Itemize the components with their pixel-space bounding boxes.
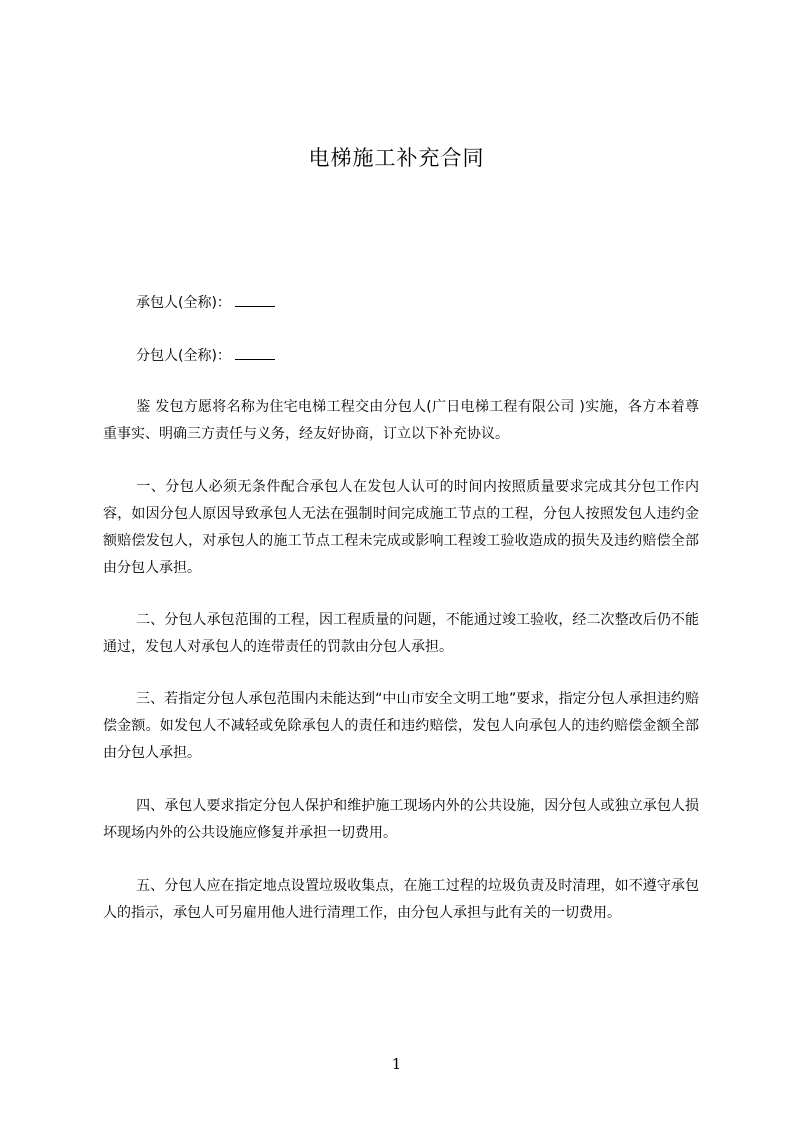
subcontractor-blank bbox=[235, 347, 275, 360]
clause-paragraph bbox=[103, 607, 699, 661]
contractor-label: 承包人(全称)： bbox=[136, 295, 231, 311]
clause-text: 五、分包人应在指定地点设置垃圾收集点，在施工过程的垃圾负责及时清理，如不遵守承包人的指示，承包人可另雇用他人进行清理工作，由分包人承担与此有关的一切费用。 bbox=[103, 878, 699, 921]
clause-text: 三、若指定分包人承包范围内未能达到“中山市安全文明工地”要求，指定分包人承担违约赔偿金额。如发包人不减轻或免除承包人的责任和违约赔偿，发包人向承包人的违约赔偿金额全部由分包人承担。 bbox=[103, 691, 699, 761]
clause-paragraph bbox=[103, 686, 699, 767]
preamble-text: 鉴 发包方愿将名称为住宅电梯工程交由分包人(广日电梯工程有限公司 )实施，各方本着尊重事实、明确三方责任与义务，经友好协商，订立以下补充协议。 bbox=[103, 399, 699, 442]
clause-text: 一、分包人必须无条件配合承包人在发包人认可的时间内按照质量要求完成其分包工作内容，如因分包人原因导致承包人无法在强制时间完成施工节点的工程，分包人按照发包人违约金额赔偿发包人，对承包人的施工节点工程未完成或影响工程竣工验收造成的损失及违约赔偿全部由分包人承担。 bbox=[103, 479, 699, 576]
clause-text: 四、承包人要求指定分包人保护和维护施工现场内外的公共设施，因分包人或独立承包人损坏现场内外的公共设施应修复并承担一切费用。 bbox=[103, 798, 699, 841]
contractor-line bbox=[136, 292, 275, 312]
document-title: 电梯施工补充合同 bbox=[308, 146, 485, 170]
clause-text: 二、分包人承包范围的工程，因工程质量的问题，不能通过竣工验收，经二次整改后仍不能通过，发包人对承包人的连带责任的罚款由分包人承担。 bbox=[103, 612, 699, 655]
clause-paragraph bbox=[103, 873, 699, 927]
preamble-paragraph bbox=[103, 394, 699, 448]
page-number: 1 bbox=[391, 1055, 402, 1073]
subcontractor-label: 分包人(全称)： bbox=[136, 348, 231, 364]
clause-paragraph bbox=[103, 474, 699, 582]
subcontractor-line bbox=[136, 345, 275, 365]
clause-paragraph bbox=[103, 793, 699, 847]
contractor-blank bbox=[235, 294, 275, 307]
